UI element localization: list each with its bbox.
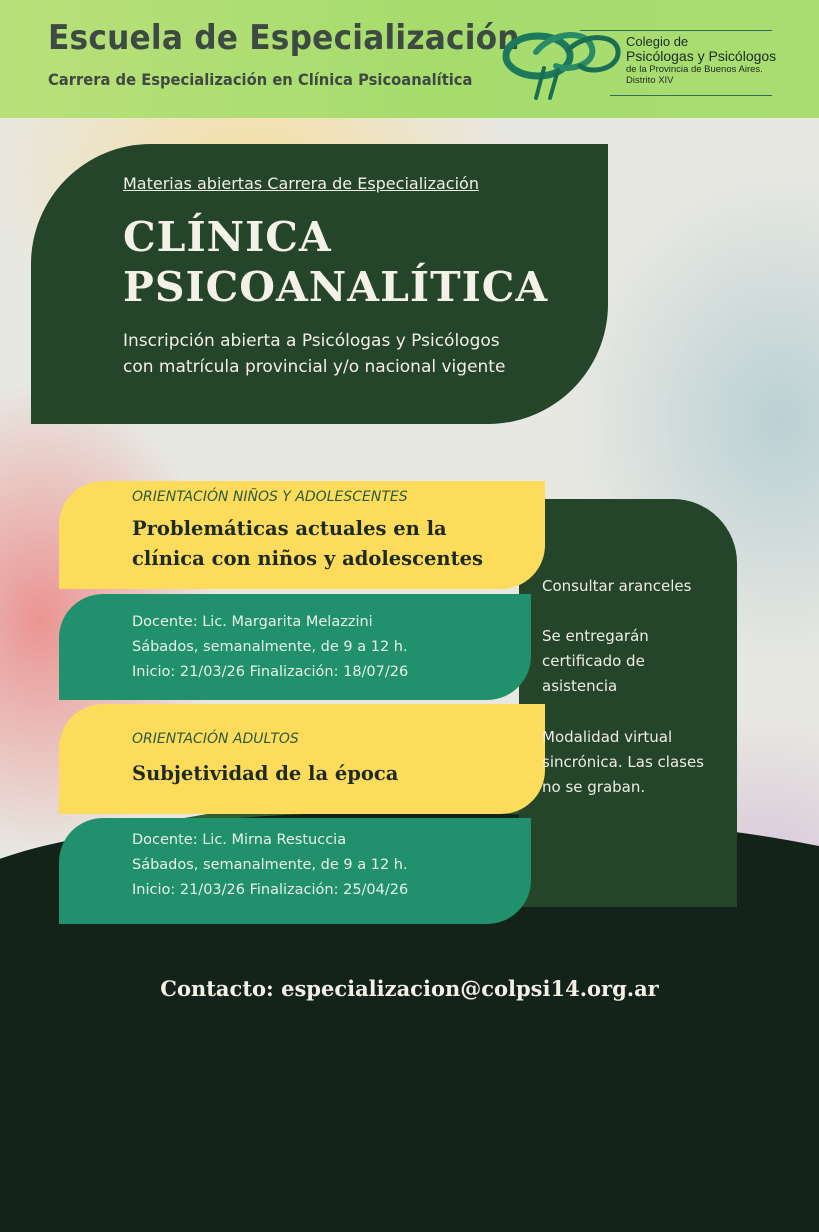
course-1-orientation: ORIENTACIÓN NIÑOS Y ADOLESCENTES	[132, 489, 408, 505]
course-2-schedule: Sábados, semanalmente, de 9 a 12 h.	[132, 857, 408, 873]
course-1-title-line-1: Problemáticas actuales en la	[132, 517, 447, 540]
logo-divider-bottom	[610, 95, 772, 96]
hero-description	[123, 328, 583, 380]
course-1-details	[132, 610, 408, 685]
hero-title-line-1: CLÍNICA	[123, 213, 332, 261]
certificate-note: Se entregarán certificado de asistencia	[542, 627, 649, 695]
course-2-teacher: Docente: Lic. Mirna Restuccia	[132, 832, 347, 848]
logo-line-3: de la Provincia de Buenos Aires.	[626, 64, 763, 75]
course-2-details	[132, 828, 408, 903]
course-1-title	[132, 514, 483, 574]
fees-note: Consultar aranceles	[542, 577, 692, 595]
school-subtitle: Carrera de Especialización en Clínica Psicoanalítica	[48, 70, 473, 89]
colegio-logo-text	[626, 34, 776, 86]
school-title: Escuela de Especialización	[48, 18, 520, 58]
course-2-title-line-1: Subjetividad de la época	[132, 762, 399, 785]
hero-description-line-2: con matrícula provincial y/o nacional vigente	[123, 357, 506, 377]
course-1-title-line-2: clínica con niños y adolescentes	[132, 547, 483, 570]
course-2-orientation: ORIENTACIÓN ADULTOS	[132, 731, 299, 747]
logo-line-2: Psicólogas y Psicólogos	[626, 48, 777, 64]
modality-note: Modalidad virtual sincrónica. Las clases no se graban.	[542, 728, 704, 796]
hero-title	[123, 212, 548, 312]
hero-title-line-2: PSICOANALÍTICA	[123, 263, 549, 311]
hero-kicker: Materias abiertas Carrera de Especialización	[123, 174, 479, 193]
course-2-dates: Inicio: 21/03/26 Finalización: 25/04/26	[132, 882, 409, 898]
logo-divider-top	[580, 30, 772, 31]
course-2-title	[132, 759, 398, 789]
course-1-schedule: Sábados, semanalmente, de 9 a 12 h.	[132, 639, 408, 655]
contact-email[interactable]: Contacto: especializacion@colpsi14.org.ar	[160, 976, 659, 1001]
logo-line-4: Distrito XIV	[626, 75, 674, 86]
colegio-logo-icon	[500, 20, 626, 102]
logo-line-1: Colegio de	[626, 34, 689, 49]
course-1-dates: Inicio: 21/03/26 Finalización: 18/07/26	[132, 664, 409, 680]
hero-description-line-1: Inscripción abierta a Psicólogas y Psicólogos	[123, 331, 500, 351]
course-1-teacher: Docente: Lic. Margarita Melazzini	[132, 614, 373, 630]
info-side-panel	[519, 499, 737, 907]
